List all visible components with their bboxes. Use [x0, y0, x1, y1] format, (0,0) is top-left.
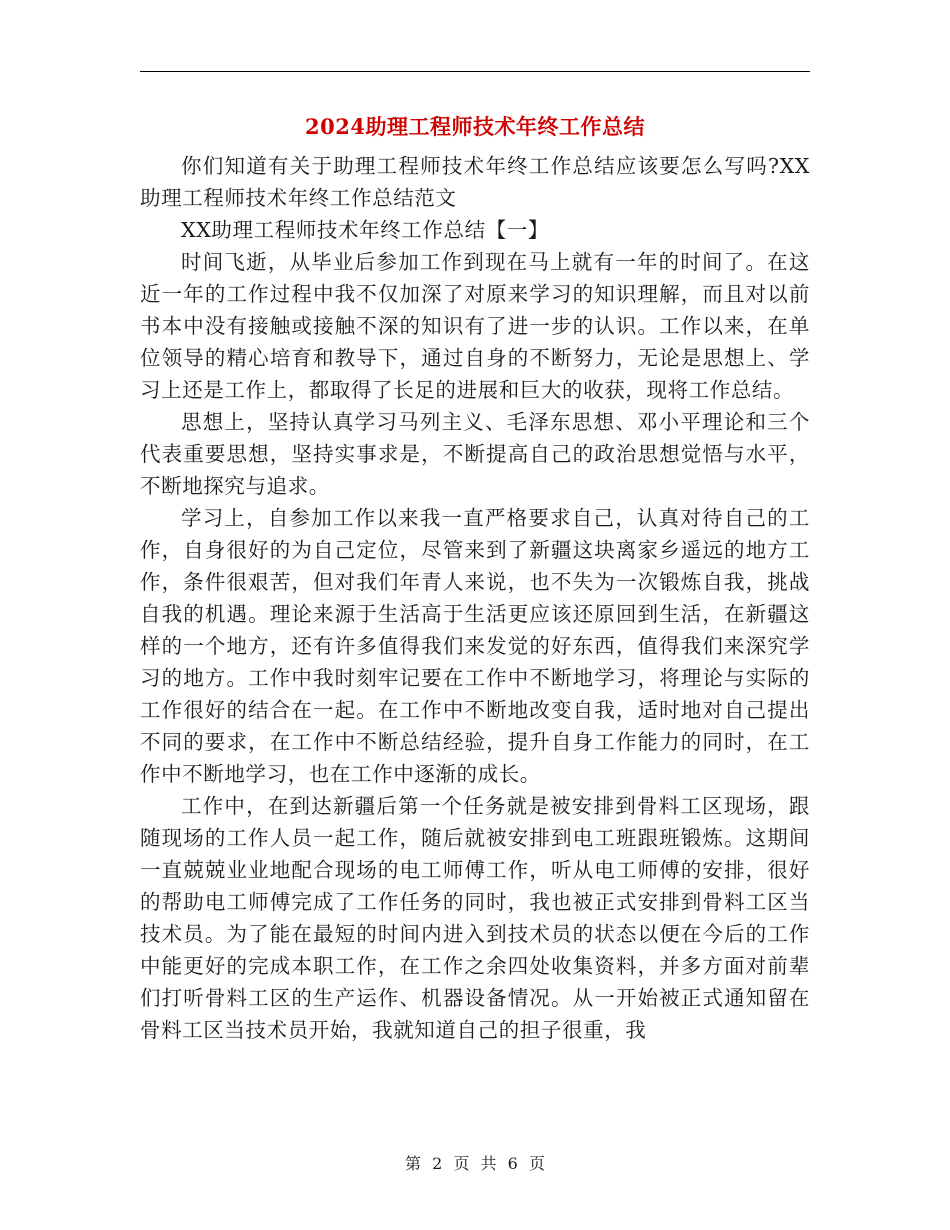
- footer-prefix: 第: [405, 1154, 422, 1173]
- header-rule: [140, 71, 810, 72]
- document-title: 2024助理工程师技术年终工作总结: [305, 114, 645, 139]
- footer-mid: 页: [453, 1154, 470, 1173]
- section-heading: XX助理工程师技术年终工作总结【一】: [181, 218, 549, 242]
- footer-total-pages: 6: [507, 1154, 518, 1173]
- intro-paragraph: 你们知道有关于助理工程师技术年终工作总结应该要怎么写吗?XX助理工程师技术年终工作总结范文: [140, 154, 810, 210]
- body-paragraph-1: 时间飞逝，从毕业后参加工作到现在马上就有一年的时间了。在这近一年的工作过程中我不仅加深了对原来学习的知识理解，而且对以前书本中没有接触或接触不深的知识有了进一步的认识。工作以来，在单位领导的精心培育和教导下，通过自身的不断努力，无论是思想上、学习上还是工作上，都取得了长足的进展和巨大的收获，现将工作总结。: [140, 250, 810, 402]
- footer-total-label: 共: [480, 1154, 497, 1173]
- footer-suffix: 页: [528, 1154, 545, 1173]
- page-footer: [140, 1153, 810, 1175]
- footer-current-page: 2: [432, 1154, 443, 1173]
- document-body: [140, 150, 810, 1046]
- body-paragraph-4: 工作中，在到达新疆后第一个任务就是被安排到骨料工区现场，跟随现场的工作人员一起工作，随后就被安排到电工班跟班锻炼。这期间一直兢兢业业地配合现场的电工师傅工作，听从电工师傅的安排，很好的帮助电工师傅完成了工作任务的同时，我也被正式安排到骨料工区当技术员。为了能在最短的时间内进入到技术员的状态以便在今后的工作中能更好的完成本职工作，在工作之余四处收集资料，并多方面对前辈们打听骨料工区的生产运作、机器设备情况。从一开始被正式通知留在骨料工区当技术员开始，我就知道自己的担子很重，我: [140, 794, 810, 1042]
- body-paragraph-2: 思想上，坚持认真学习马列主义、毛泽东思想、邓小平理论和三个代表重要思想，坚持实事求是，不断提高自己的政治思想觉悟与水平，不断地探究与追求。: [140, 410, 810, 498]
- body-paragraph-3: 学习上，自参加工作以来我一直严格要求自己，认真对待自己的工作，自身很好的为自己定位，尽管来到了新疆这块离家乡遥远的地方工作，条件很艰苦，但对我们年青人来说，也不失为一次锻炼自我，挑战自我的机遇。理论来源于生活高于生活更应该还原回到生活，在新疆这样的一个地方，还有许多值得我们来发觉的好东西，值得我们来深究学习的地方。工作中我时刻牢记要在工作中不断地学习，将理论与实际的工作很好的结合在一起。在工作中不断地改变自我，适时地对自己提出不同的要求，在工作中不断总结经验，提升自身工作能力的同时，在工作中不断地学习，也在工作中逐渐的成长。: [140, 506, 810, 786]
